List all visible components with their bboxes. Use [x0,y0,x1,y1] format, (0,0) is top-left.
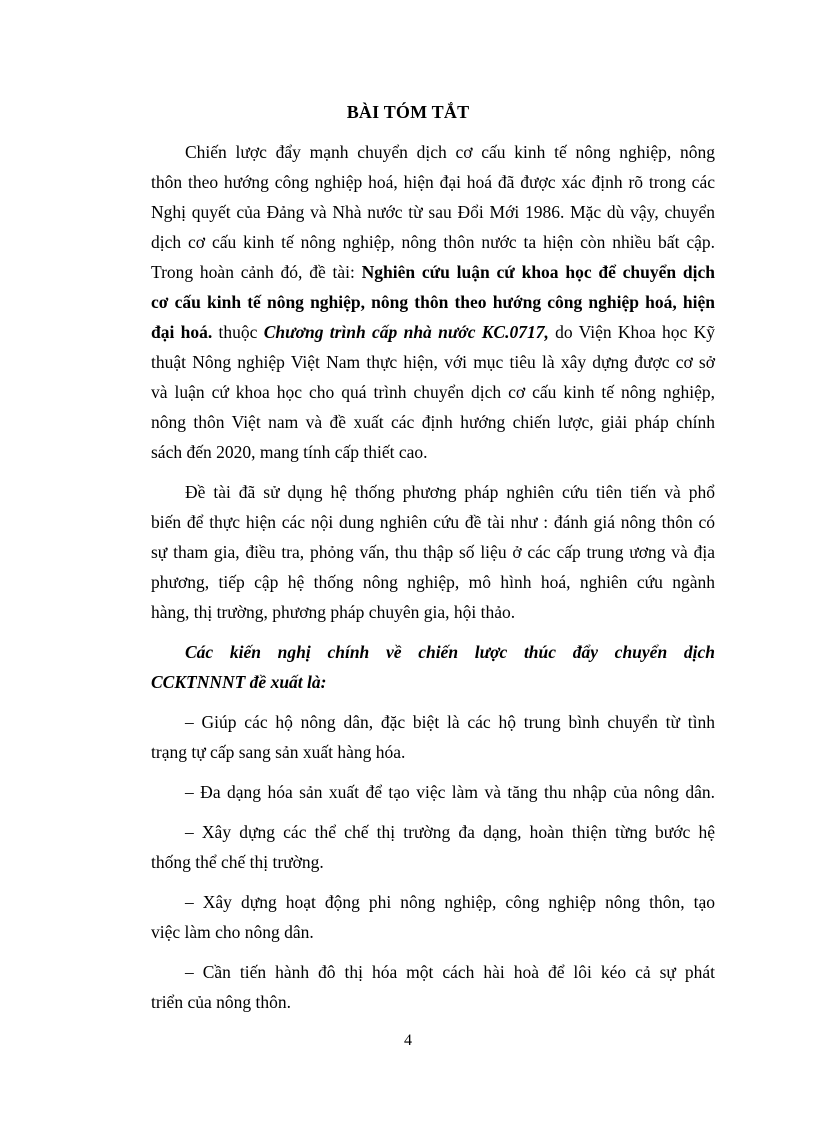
text-run: do Viện Khoa học Kỹ [548,322,716,342]
page-title: BÀI TÓM TẮT [346,102,470,122]
project-title-part: cơ cấu kinh tế nông nghiệp, nông thôn theo hướng công nghiệp hoá, hiện [151,292,715,312]
list-item-continuation: trạng tự cấp sang sản xuất hàng hóa. [151,742,406,762]
text-line: và luận cứ khoa học cho quá trình chuyển dịch cơ cấu kinh tế nông nghiệp, [151,382,715,402]
text-line: Nghị quyết của Đảng và Nhà nước từ sau Đổi Mới 1986. Mặc dù vậy, chuyển [151,202,715,222]
list-item: – Xây dựng các thể chế thị trường đa dạng, hoàn thiện từng bước hệ [185,822,715,842]
list-item: – Đa dạng hóa sản xuất để tạo việc làm và tăng thu nhập của nông dân. [185,782,715,802]
program-name: Chương trình cấp nhà nước KC.0717, [263,322,549,342]
text-line: nông thôn Việt nam và đề xuất các định hướng chiến lược, giải pháp chính [151,412,715,432]
text-line: sách đến 2020, mang tính cấp thiết cao. [151,442,428,462]
project-title-part: đại hoá. [151,322,213,342]
text-line: phương, tiếp cập hệ thống nông nghiệp, mô hình hoá, nghiên cứu ngành [151,572,715,592]
list-item-continuation: việc làm cho nông dân. [151,922,314,942]
text-line [151,318,715,346]
text-line [151,258,715,286]
text-line: thuật Nông nghiệp Việt Nam thực hiện, với mục tiêu là xây dựng được cơ sở [151,352,715,372]
list-item-continuation: thống thể chế thị trường. [151,852,324,872]
text-line: thôn theo hướng công nghiệp hoá, hiện đại hoá đã được xác định rõ trong các [151,172,715,192]
text-line: biến để thực hiện các nội dung nghiên cứu đề tài như : đánh giá nông thôn có [151,512,715,532]
page-number: 4 [404,1032,412,1049]
text-line: hàng, thị trường, phương pháp chuyên gia, hội thảo. [151,602,516,622]
list-item: – Giúp các hộ nông dân, đặc biệt là các hộ trung bình chuyển từ tình [185,712,715,732]
text-line: dịch cơ cấu kinh tế nông nghiệp, nông thôn nước ta hiện còn nhiều bất cập. [151,232,715,252]
heading-line: Các kiến nghị chính về chiến lược thúc đẩy chuyển dịch [185,642,715,662]
list-item: – Xây dựng hoạt động phi nông nghiệp, công nghiệp nông thôn, tạo [185,892,715,912]
text-line: sự tham gia, điều tra, phỏng vấn, thu thập số liệu ở các cấp trung ương và địa [151,542,715,562]
text-run: Trong hoàn cảnh đó, đề tài: [151,262,362,282]
list-item: – Cần tiến hành đô thị hóa một cách hài hoà để lôi kéo cả sự phát [185,962,715,982]
heading-line: CCKTNNNT đề xuất là: [151,672,327,692]
text-run: thuộc [212,322,264,342]
text-line: Đề tài đã sử dụng hệ thống phương pháp nghiên cứu tiên tiến và phổ [185,482,715,502]
text-line: Chiến lược đẩy mạnh chuyển dịch cơ cấu kinh tế nông nghiệp, nông [185,142,715,162]
list-item-continuation: triển của nông thôn. [151,992,291,1012]
project-title-part: Nghiên cứu luận cứ khoa học để chuyển dịch [361,262,716,282]
